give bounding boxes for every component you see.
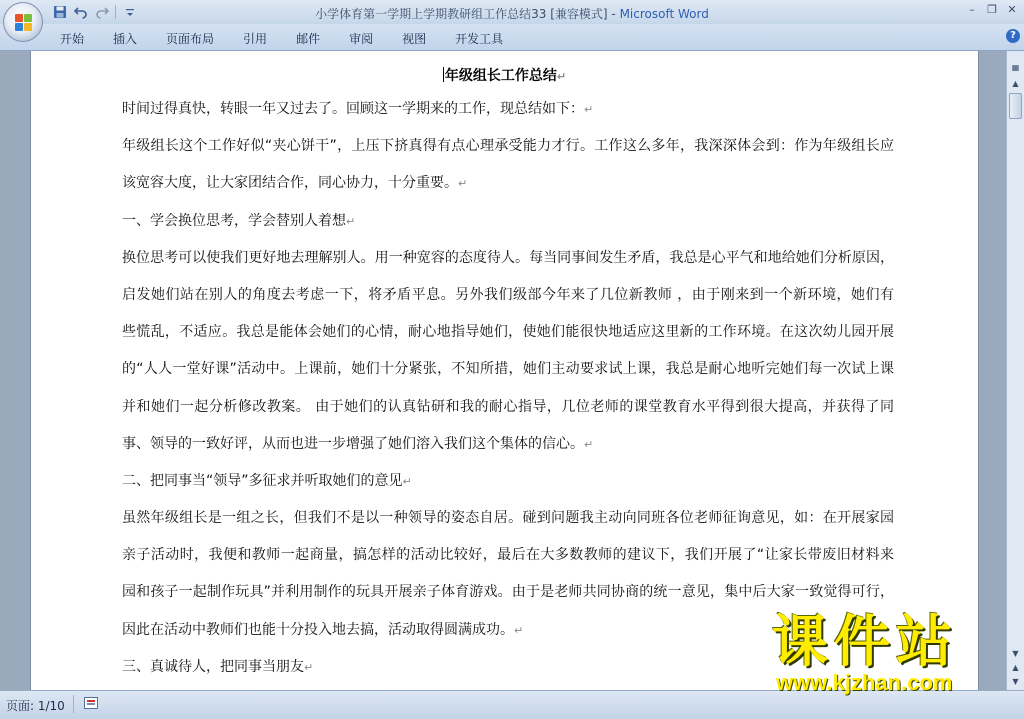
paragraph-mark-icon: ↵ [346, 214, 356, 228]
document-line [122, 173, 894, 210]
window-title [0, 5, 1024, 22]
document-page[interactable] [30, 51, 979, 690]
title-bar [0, 0, 1024, 24]
ruler-toggle-icon[interactable]: ▦ [1011, 63, 1020, 72]
document-line [122, 285, 894, 322]
paragraph-mark-icon: ↵ [584, 437, 594, 451]
text-cursor [443, 67, 444, 82]
paragraph-mark-icon: ↵ [402, 474, 412, 488]
line-text: 因此在活动中教师们也能十分投入地去搞，活动取得圆满成功。 [122, 621, 514, 638]
document-line [122, 545, 894, 582]
kjzhan-watermark [772, 610, 1004, 695]
document-line [122, 359, 894, 396]
line-text: 该宽容大度，让大家团结合作，同心协力，十分重要。 [122, 175, 458, 192]
document-line [122, 508, 894, 545]
tab-developer[interactable]: 开发工具 [455, 32, 504, 46]
tab-view[interactable]: 视图 [402, 32, 427, 46]
watermark-url: www.kjzhan.com [776, 670, 953, 695]
tab-insert[interactable]: 插入 [113, 32, 138, 46]
document-body [122, 99, 894, 690]
line-text: 的“人人一堂好课”活动中。上课前，她们十分紧张，不知所措，她们主动要求试上课，我总是耐心地听完她们每一次试上课 [122, 361, 894, 378]
document-heading-text: 年级组长工作总结 [444, 68, 557, 84]
page-count[interactable]: 页面: 1/10 [6, 699, 65, 713]
line-text: 启发她们站在别人的角度去考虑一下，将矛盾平息。另外我们级部今年来了几位新教师 ，由于刚来到一个新环境，她们有 [122, 286, 894, 303]
paragraph-mark-icon: ↵ [584, 103, 594, 116]
window-controls [966, 2, 1018, 18]
ribbon-tab-bar [0, 24, 1024, 51]
status-separator [73, 695, 74, 713]
line-text: 亲子活动时，我便和教师一起商量，搞怎样的活动比较好，最后在大多数教师的建议下，我们开展了“让家长带废旧材料来 [122, 547, 894, 564]
line-text: 并和她们一起分析修改教案。 由于她们的认真钻研和我的耐心指导，几位老师的课堂教育水平得到很大提高，并获得了同 [122, 398, 894, 415]
proofing-status-icon[interactable] [84, 697, 98, 709]
paragraph-mark-icon: ↵ [556, 70, 567, 83]
document-line [122, 248, 894, 285]
office-logo-icon [15, 14, 33, 32]
app-name: Microsoft Word [619, 7, 709, 21]
document-line [122, 434, 894, 471]
next-page-icon[interactable]: ▼ [1012, 677, 1019, 686]
previous-page-icon[interactable]: ▲ [1012, 663, 1019, 672]
ribbon-tabs [60, 30, 532, 47]
scroll-down-icon[interactable]: ▼ [1012, 649, 1019, 658]
paragraph-mark-icon: ↵ [458, 177, 468, 191]
document-heading [31, 65, 978, 85]
document-line [122, 136, 894, 173]
paragraph-mark-icon: ↵ [514, 623, 524, 637]
document-name: 小学体育第一学期上学期教研组工作总结33 [兼容模式] - [315, 7, 620, 21]
tab-mailings[interactable]: 邮件 [296, 32, 321, 46]
document-line [122, 211, 894, 248]
minimize-icon[interactable]: – [969, 3, 975, 16]
watermark-title: 课件站 [772, 610, 958, 675]
document-line [122, 471, 894, 508]
line-text: 换位思考可以使我们更好地去理解别人。用一种宽容的态度待人。每当同事间发生矛盾，我总是心平气和地给她们分析原因， [122, 249, 894, 266]
paragraph-mark-icon: ↵ [304, 660, 314, 674]
restore-icon[interactable]: ❐ [987, 3, 997, 16]
line-text: 时间过得真快，转眼一年又过去了。回顾这一学期来的工作，现总结如下： [122, 101, 584, 117]
line-text: 些慌乱，不适应。我总是能体会她们的心情，耐心地指导她们，使她们能很快地适应这里新的工作环境。在这次幼儿园开展 [122, 324, 894, 341]
close-icon[interactable]: ✕ [1007, 3, 1017, 16]
line-text: 事、领导的一致好评，从而也进一步增强了她们溶入我们这个集体的信心。 [122, 435, 584, 452]
line-text: 年级组长这个工作好似“夹心饼干”，上压下挤真得有点心理承受能力才行。工作这么多年，我深深体会到：作为年级组长应 [122, 138, 894, 155]
tab-references[interactable]: 引用 [243, 32, 268, 46]
line-text: 虽然年级组长是一组之长，但我们不是以一种领导的姿态自居。碰到问题我主动向同班各位老师征询意见，如：在开展家园 [122, 510, 894, 527]
help-icon[interactable]: ? [1006, 29, 1020, 43]
line-text: 园和孩子一起制作玩具”并利用制作的玩具开展亲子体育游戏。由于是老师共同协商的统一意见，集中后大家一致觉得可行， [122, 584, 894, 601]
line-text: 一、学会换位思考，学会替别人着想 [122, 212, 346, 229]
document-area [0, 51, 1006, 690]
tab-page-layout[interactable]: 页面布局 [166, 32, 215, 46]
scroll-up-icon[interactable]: ▲ [1012, 79, 1019, 88]
document-line [122, 322, 894, 359]
line-text: 三、真诚待人，把同事当朋友 [122, 658, 304, 675]
document-line [122, 99, 894, 136]
scrollbar-thumb[interactable] [1009, 93, 1022, 119]
line-text: 二、把同事当“领导”多征求并听取她们的意见 [122, 472, 403, 489]
tab-review[interactable]: 审阅 [349, 32, 374, 46]
vertical-scrollbar[interactable] [1006, 51, 1024, 690]
tab-home[interactable]: 开始 [60, 32, 85, 46]
document-line [122, 397, 894, 434]
office-button[interactable] [3, 2, 43, 42]
